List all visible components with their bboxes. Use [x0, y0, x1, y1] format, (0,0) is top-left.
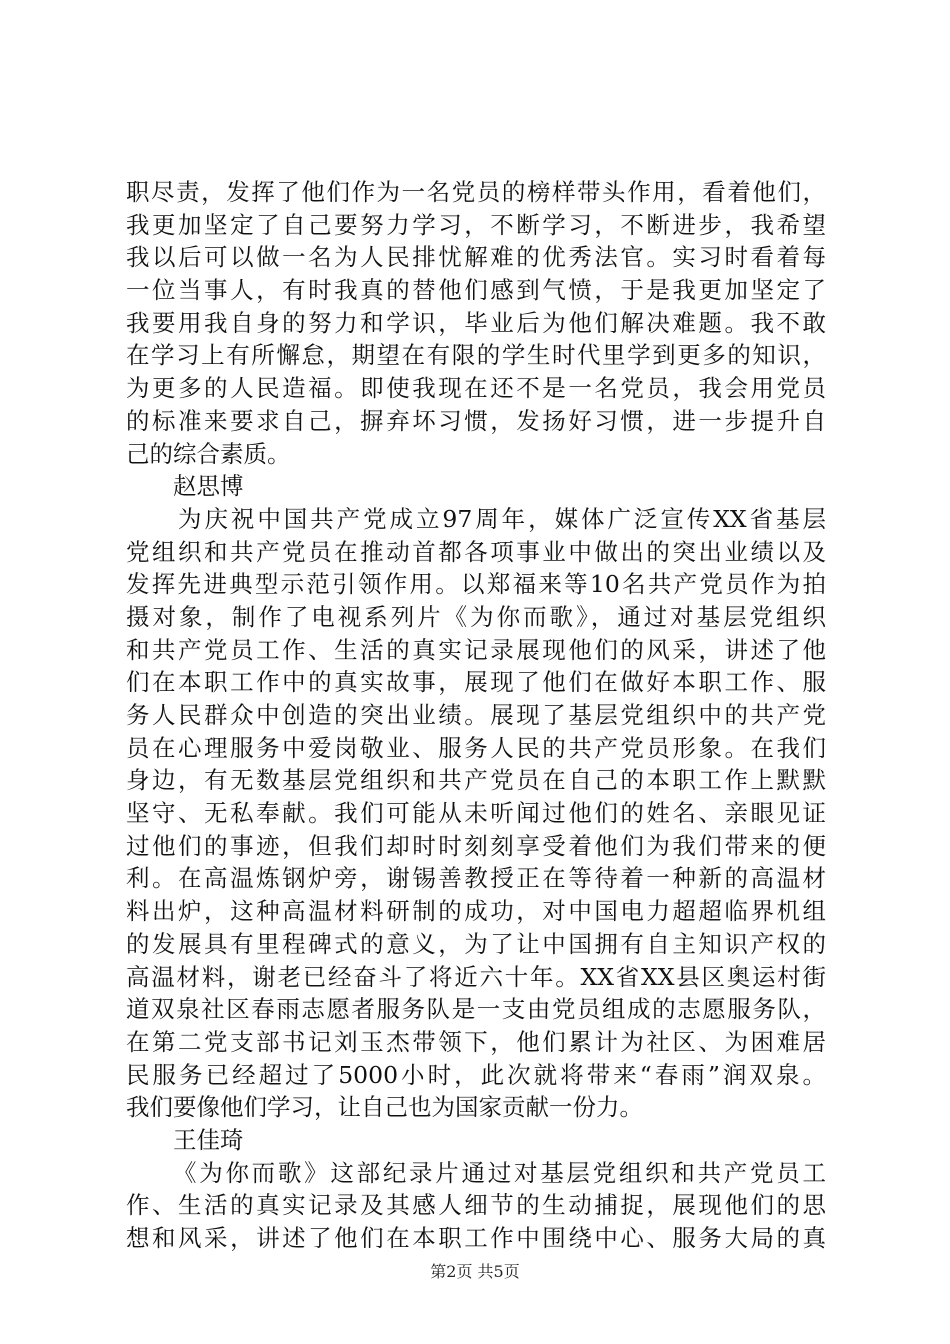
- author-name: 王佳琦: [173, 1125, 244, 1154]
- text-line: 过他们的事迹，但我们却时时刻刻享受着他们为我们带来的便: [126, 831, 826, 860]
- text-line: 在第二党支部书记刘玉杰带领下，他们累计为社区、为困难居: [126, 1027, 826, 1056]
- text-line: 道双泉社区春雨志愿者服务队是一支由党员组成的志愿服务队，: [126, 995, 826, 1024]
- text-line: 高温材料，谢老已经奋斗了将近六十年。XX省XX县区奥运村街: [126, 962, 826, 991]
- text-line: 摄对象，制作了电视系列片《为你而歌》，通过对基层党组织: [126, 602, 826, 631]
- text-line: 作、生活的真实记录及其感人细节的生动捕捉，展现他们的思: [126, 1191, 826, 1220]
- author-name: 赵思博: [173, 472, 244, 501]
- text-line: 发挥先进典型示范引领作用。以郑福来等10名共产党员作为拍: [126, 570, 826, 599]
- text-line: 为庆祝中国共产党成立97周年，媒体广泛宣传XX省基层: [178, 504, 826, 533]
- text-line: 想和风采，讲述了他们在本职工作中围绕中心、服务大局的真: [126, 1224, 826, 1252]
- text-line: 《为你而歌》这部纪录片通过对基层党组织和共产党员工: [173, 1158, 826, 1187]
- text-line: 的标准来要求自己，摒弃坏习惯，发扬好习惯，进一步提升自: [126, 406, 826, 435]
- text-line: 的发展具有里程碑式的意义，为了让中国拥有自主知识产权的: [126, 929, 826, 958]
- text-line: 我以后可以做一名为人民排忧解难的优秀法官。实习时看着每: [126, 243, 826, 272]
- text-line: 身边，有无数基层党组织和共产党员在自己的本职工作上默默: [126, 766, 826, 795]
- text-line: 职尽责，发挥了他们作为一名党员的榜样带头作用，看着他们，: [126, 178, 826, 206]
- text-line: 我更加坚定了自己要努力学习，不断学习，不断进步，我希望: [126, 210, 826, 239]
- page-footer: [0, 1262, 950, 1282]
- text-line: 员在心理服务中爱岗敬业、服务人民的共产党员形象。在我们: [126, 733, 826, 762]
- text-line: 务人民群众中创造的突出业绩。展现了基层党组织中的共产党: [126, 701, 826, 729]
- document-body: [126, 176, 826, 1255]
- text-line: 们在本职工作中的真实故事，展现了他们在做好本职工作、服: [126, 668, 826, 697]
- page-number: 第2页 共5页: [430, 1262, 520, 1281]
- text-line: 料出炉，这种高温材料研制的成功，对中国电力超超临界机组: [126, 897, 826, 926]
- text-line: 为更多的人民造福。即使我现在还不是一名党员，我会用党员: [126, 374, 826, 403]
- text-line: 我要用我自身的努力和学识，毕业后为他们解决难题。我不敢: [126, 308, 826, 337]
- text-line: 坚守、无私奉献。我们可能从未听闻过他们的姓名、亲眼见证: [126, 799, 826, 828]
- text-line: 己的综合素质。: [126, 439, 291, 468]
- text-line: 在学习上有所懈怠，期望在有限的学生时代里学到更多的知识，: [126, 341, 826, 370]
- text-line: 民服务已经超过了5000小时，此次就将带来“春雨”润双泉。: [126, 1060, 826, 1089]
- text-line: 一位当事人，有时我真的替他们感到气愤，于是我更加坚定了: [126, 276, 826, 305]
- text-line: 党组织和共产党员在推动首都各项事业中做出的突出业绩以及: [126, 537, 826, 566]
- text-line: 和共产党员工作、生活的真实记录展现他们的风采，讲述了他: [126, 635, 826, 664]
- text-line: 我们要像他们学习，让自己也为国家贡献一份力。: [126, 1093, 643, 1122]
- text-line: 利。在高温炼钢炉旁，谢锡善教授正在等待着一种新的高温材: [126, 864, 826, 893]
